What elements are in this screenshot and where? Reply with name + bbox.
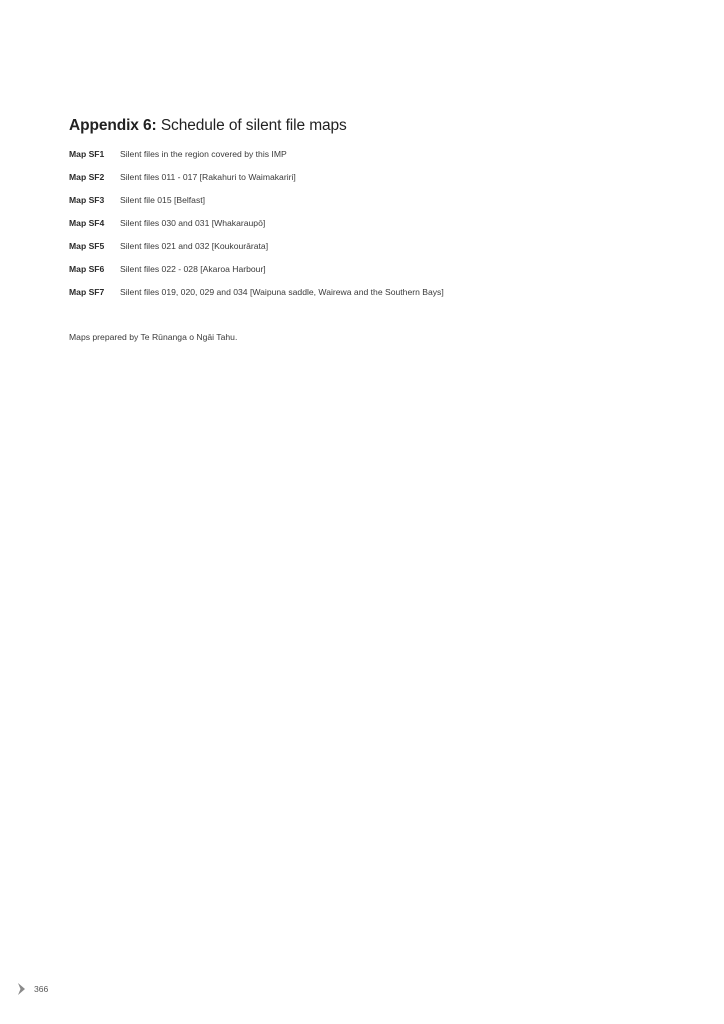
map-code: Map SF3	[69, 195, 105, 205]
map-code: Map SF5	[69, 241, 105, 251]
page-footer	[16, 981, 48, 997]
list-item	[69, 262, 669, 285]
map-description: Silent file 015 [Belfast]	[120, 195, 206, 205]
list-item	[69, 216, 669, 239]
list-item	[69, 193, 669, 216]
maps-credit-note: Maps prepared by Te Rūnanga o Ngāi Tahu.	[69, 332, 238, 342]
map-description: Silent files 021 and 032 [Koukourārata]	[120, 241, 269, 251]
map-code: Map SF6	[69, 264, 105, 274]
map-code: Map SF4	[69, 218, 105, 228]
map-code: Map SF1	[69, 149, 105, 159]
page-number: 366	[34, 984, 49, 994]
chevron-right-icon	[16, 982, 28, 996]
map-description: Silent files 030 and 031 [Whakaraupō]	[120, 218, 266, 228]
list-item	[69, 147, 669, 170]
map-schedule-list	[69, 147, 669, 308]
map-code: Map SF7	[69, 287, 105, 297]
list-item	[69, 170, 669, 193]
title-appendix-label: Appendix 6:	[69, 117, 157, 134]
list-item	[69, 239, 669, 262]
map-description: Silent files 019, 020, 029 and 034 [Waipuna saddle, Wairewa and the Southern Bays]	[120, 287, 444, 297]
map-code: Map SF2	[69, 172, 105, 182]
page-title	[69, 117, 347, 135]
list-item	[69, 285, 669, 308]
map-description: Silent files 011 - 017 [Rakahuri to Waimakariri]	[120, 172, 296, 182]
map-description: Silent files 022 - 028 [Akaroa Harbour]	[120, 264, 266, 274]
title-text: Schedule of silent file maps	[156, 117, 347, 134]
map-description: Silent files in the region covered by this IMP	[120, 149, 287, 159]
